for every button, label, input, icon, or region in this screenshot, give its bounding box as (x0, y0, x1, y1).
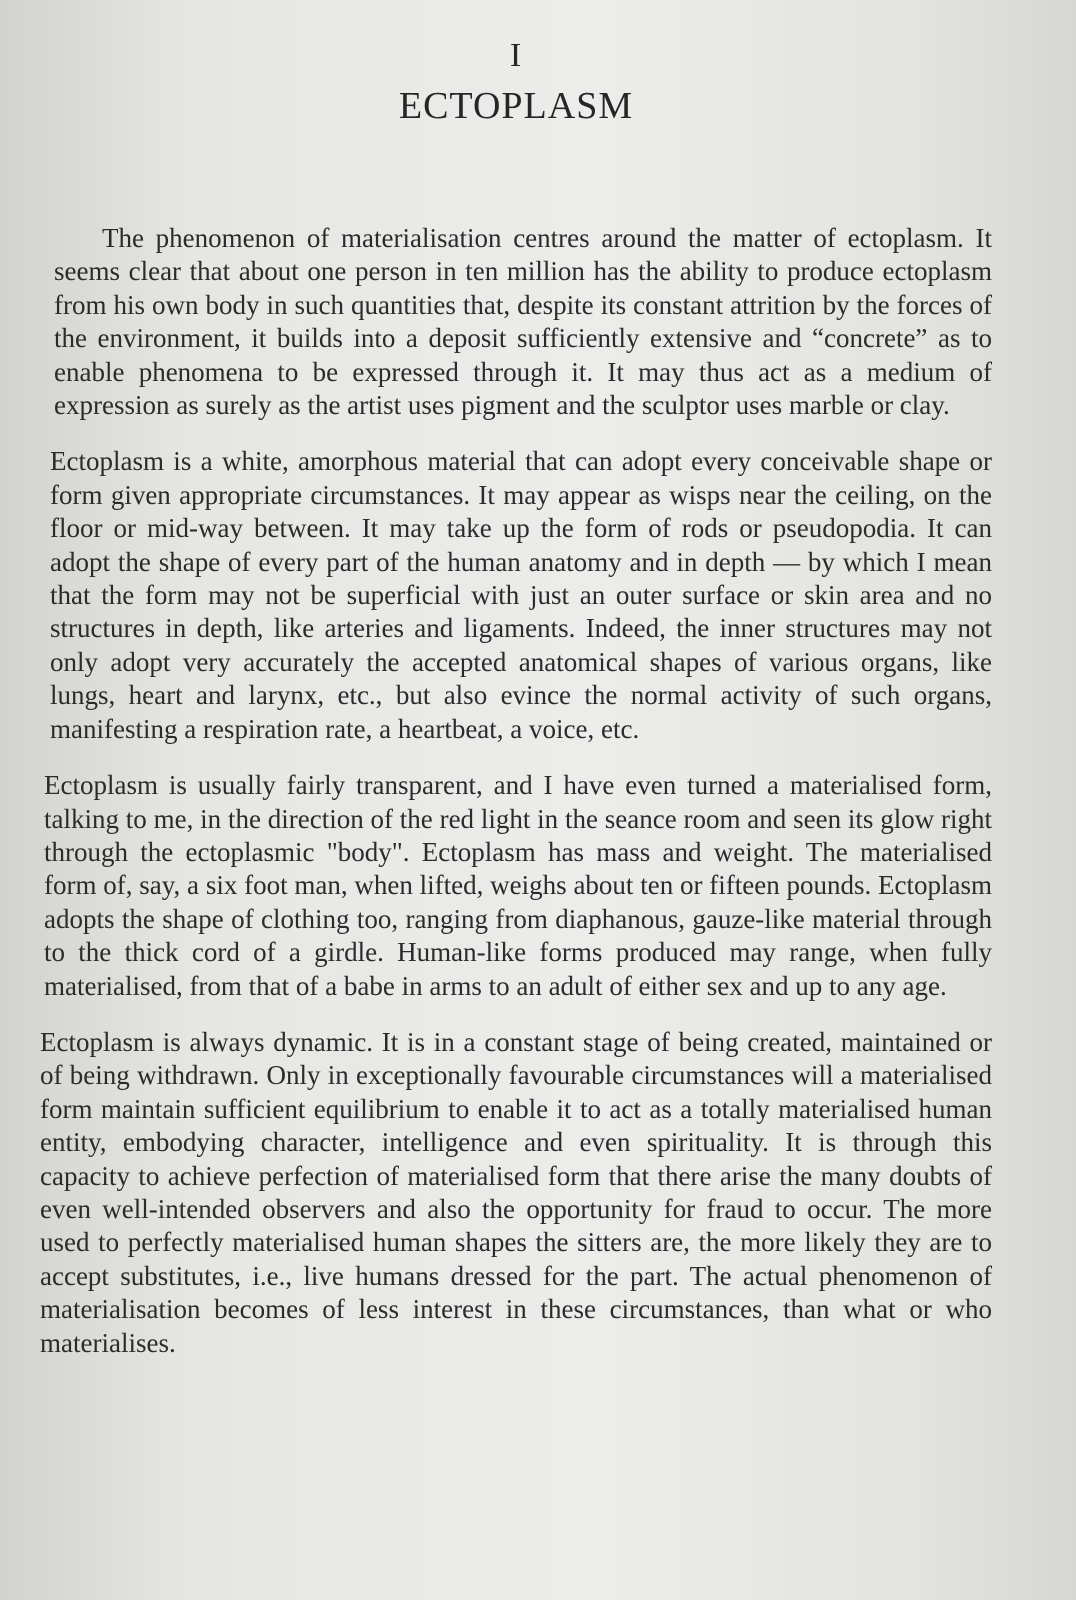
chapter-title: ECTOPLASM (398, 85, 634, 127)
paragraph-4: Ectoplasm is always dynamic. It is in a constant stage of being created, maintained or of being withdrawn. Only in exceptionally favourable circumstances will a materialised form maintain sufficient equilibrium to enable it to act as a totally materialised human entity, embodying character, intelligence and even spirituality. It is through this capacity to achieve perfection of materialised form that there arise the many doubts of even well-intended observers and also the opportunity for fraud to occur. The more used to perfectly materialised human shapes the sitters are, the more likely they are to accept substitutes, i.e., live humans dressed for the part. The actual phenomenon of materialisation becomes of less interest in these circumstances, than what or who materialises. (40, 1026, 992, 1358)
paragraph-3: Ectoplasm is usually fairly transparent, and I have even turned a materialised form, talking to me, in the direction of the red light in the seance room and seen its glow right through the ectoplasmic "body". Ectoplasm has mass and weight. The materialised form of, say, a six foot man, when lifted, weighs about ten or fifteen pounds. Ectoplasm adopts the shape of clothing too, ranging from diaphanous, gauze-like material through to the thick cord of a girdle. Human-like forms produced may range, when fully materialised, from that of a babe in arms to an adult of either sex and up to any age. (44, 770, 992, 1001)
paragraph-1: The phenomenon of materialisation centres around the matter of ectoplasm. It seems clear that about one person in ten million has the ability to produce ectoplasm from his own body in such quantities that, despite its constant attrition by the forces of the environment, it builds into a deposit sufficiently extensive and “concrete” as to enable phenomena to be expressed through it. It may thus act as a medium of expression as surely as the artist uses pigment and the sculptor uses marble or clay. (54, 223, 992, 421)
chapter-number: I (509, 37, 523, 74)
paragraph-2: Ectoplasm is a white, amorphous material that can adopt every conceivable shape or form given appropriate circumstances. It may appear as wisps near the ceiling, on the floor or mid-way between. It may take up the form of rods or pseudopodia. It can adopt the shape of every part of the human anatomy and in depth — by which I mean that the form may not be superficial with just an outer surface or skin area and no structures in depth, like arteries and ligaments. Indeed, the inner structures may not only adopt very accurately the accepted anatomical shapes of various organs, like lungs, heart and larynx, etc., but also evince the normal activity of such organs, manifesting a respiration rate, a heartbeat, a voice, etc. (50, 446, 992, 744)
